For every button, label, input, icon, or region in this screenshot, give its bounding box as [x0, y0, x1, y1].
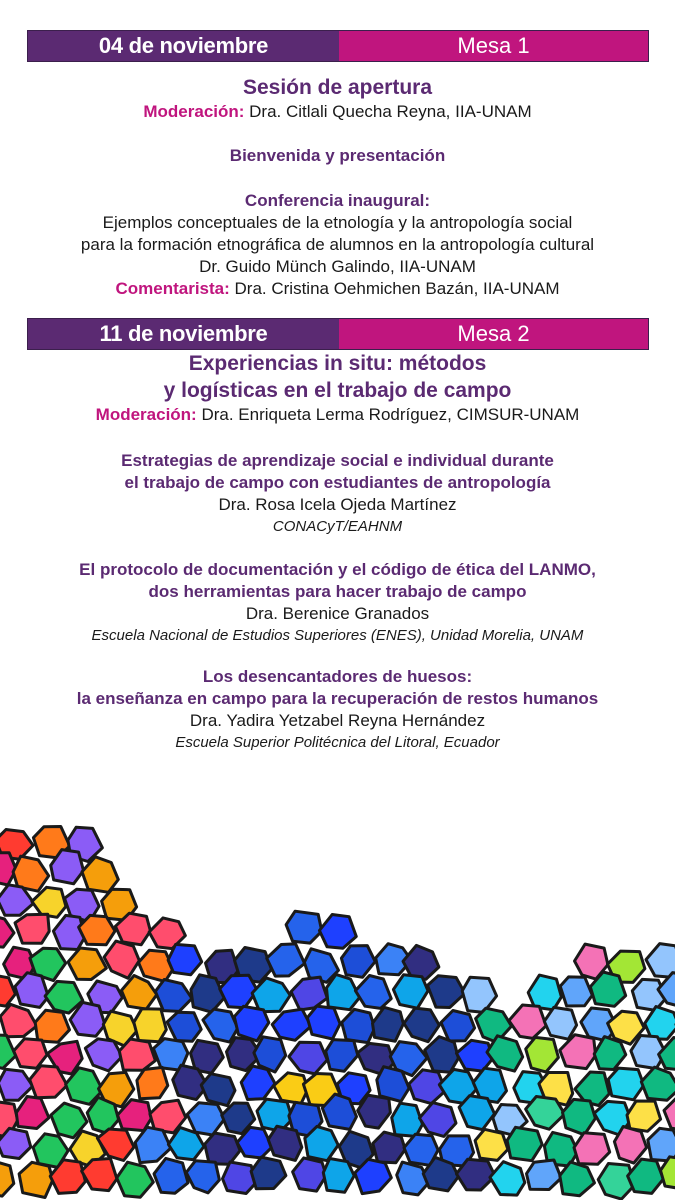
mesa2-header-bar — [27, 318, 649, 350]
talk-title-3b: la enseñanza en campo para la recuperación de restos humanos — [76, 689, 599, 708]
talk-institution-1: CONACyT/EAHNM — [272, 518, 403, 535]
conference-line1: Ejemplos conceptuales de la etnología y la antropología social — [102, 213, 573, 232]
mosaic-tile — [139, 950, 174, 981]
talk-3 — [0, 666, 675, 753]
mesa1-header-bar — [27, 30, 649, 62]
talk-title-3a: Los desencantadores de huesos: — [202, 667, 473, 686]
moderation-role: Moderación: — [95, 405, 197, 424]
commentator-role: Comentarista: — [115, 279, 230, 298]
mosaic-tile — [560, 977, 592, 1006]
mosaic-tile — [79, 915, 115, 944]
mosaic-tile — [205, 1133, 240, 1164]
mesa2-moderation — [0, 404, 675, 426]
mesa2-session-title-1: Experiencias in situ: métodos — [188, 352, 487, 375]
conference-speaker: Dr. Guido Münch Galindo, IIA-UNAM — [199, 257, 476, 276]
mosaic-tile — [373, 1132, 405, 1163]
mesa2-date: 11 de noviembre — [28, 319, 339, 349]
moderation-name: Dra. Citlali Quecha Reyna, IIA-UNAM — [244, 102, 532, 121]
talk-1 — [0, 450, 675, 537]
mesa1-welcome-block — [0, 145, 675, 167]
mosaic-tile — [268, 1126, 302, 1160]
talk-title-1a: Estrategias de aprendizaje social e individual durante — [121, 451, 554, 470]
talk-speaker-1: Dra. Rosa Icela Ojeda Martínez — [218, 495, 457, 514]
mesa2-session-title-2: y logísticas en el trabajo de campo — [163, 379, 512, 402]
mosaic-tile — [286, 911, 322, 943]
talk-2 — [0, 559, 675, 646]
moderation-name: Dra. Enriqueta Lerma Rodríguez, CIMSUR-UNAM — [196, 405, 580, 424]
mosaic-tile — [257, 1099, 292, 1131]
talk-title-2a: El protocolo de documentación y el código de ética del LANMO, — [79, 560, 596, 579]
mesa1-welcome: Bienvenida y presentación — [229, 146, 446, 165]
mesa1-session — [0, 74, 675, 123]
mesa2-label: Mesa 2 — [339, 319, 648, 349]
talk-title-2b: dos herramientas para hacer trabajo de campo — [148, 582, 527, 601]
mosaic-tile — [307, 1006, 340, 1039]
commentator-name: Dra. Cristina Oehmichen Bazán, IIA-UNAM — [229, 279, 560, 298]
talk-speaker-2: Dra. Berenice Granados — [245, 604, 430, 623]
mesa1-label: Mesa 1 — [339, 31, 648, 61]
mesa1-commentator — [0, 278, 675, 300]
talk-title-1b: el trabajo de campo con estudiantes de antropología — [124, 473, 551, 492]
talk-speaker-3: Dra. Yadira Yetzabel Reyna Hernández — [189, 711, 486, 730]
mesa1-moderation — [0, 101, 675, 123]
mosaic-tile — [15, 914, 49, 943]
talk-institution-3: Escuela Superior Politécnica del Litoral, Ecuador — [175, 734, 500, 751]
mosaic-tile — [475, 1129, 508, 1160]
talk-institution-2: Escuela Nacional de Estudios Superiores (ENES), Unidad Morelia, UNAM — [91, 627, 584, 644]
conference-title: Conferencia inaugural: — [244, 191, 431, 210]
mosaic-tile — [544, 1007, 576, 1039]
mosaic-tile — [574, 1133, 610, 1165]
mosaic-tile — [19, 1162, 53, 1197]
mosaic-tile — [134, 1009, 167, 1042]
conference-line2: para la formación etnográfica de alumnos en la antropología cultural — [80, 235, 595, 254]
mosaic-tile — [392, 1103, 423, 1136]
mesa1-session-title: Sesión de apertura — [242, 76, 433, 99]
mesa1-date: 04 de noviembre — [28, 31, 339, 61]
mosaic-tile — [223, 1162, 256, 1194]
stained-glass-mosaic — [0, 800, 675, 1200]
mosaic-tile — [35, 1010, 69, 1042]
moderation-role: Moderación: — [143, 102, 245, 121]
mosaic-tile — [608, 1068, 644, 1100]
mosaic-tile — [119, 1039, 155, 1070]
mosaic-tile — [137, 1067, 168, 1098]
mesa2-session — [0, 350, 675, 426]
mesa1-conference — [0, 190, 675, 300]
